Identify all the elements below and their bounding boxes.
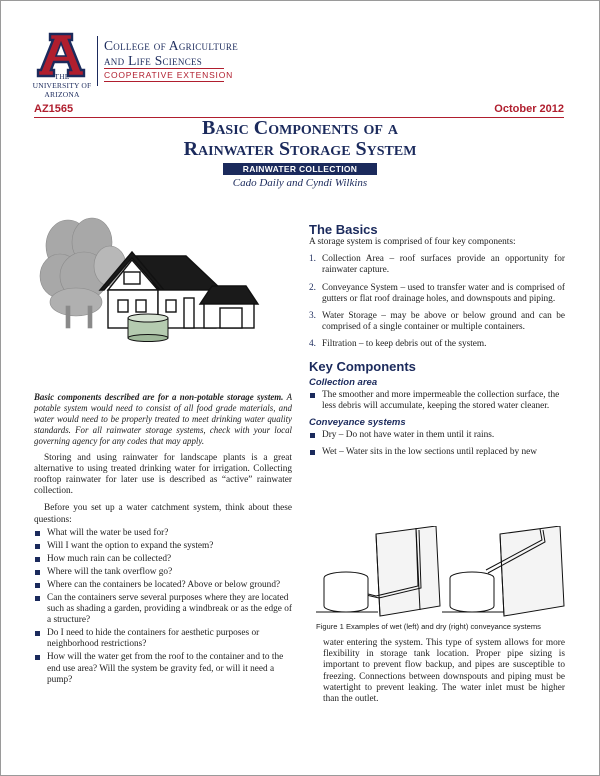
- university-name: THE UNIVERSITY OF ARIZONA: [32, 72, 92, 99]
- college-line-1: College of Agriculture: [104, 38, 239, 53]
- item-text: Water Storage – may be above or below ground and can be comprised of a single container or multiple containers.: [322, 311, 565, 333]
- house-icon: [100, 252, 258, 328]
- continuation-paragraph: water entering the system. This type of system allows for more flexibility in storage tank location. Proper pipe sizing is important to prevent flow backup, and pipes are susceptible to freezing. Connections between downspouts and piping must be watertight to prevent leaking. The water inlet must be higher than the outlet.: [323, 638, 565, 705]
- conveyance-list: [309, 430, 565, 458]
- page-title: [100, 118, 500, 160]
- list-item: Do I need to hide the containers for aesthetic purposes or neighborhood restrictions?: [34, 628, 292, 650]
- right-column: [309, 222, 565, 458]
- list-item: [309, 311, 565, 333]
- water-tank-icon: [128, 314, 168, 342]
- cooperative-extension: COOPERATIVE EXTENSION: [104, 70, 234, 80]
- body-paragraph-1: Storing and using rainwater for landscape plants is a great alternative to using treated drinking water for irrigation. Collecting rooftop rainwater for later use is described as “active” rainwater collection.: [34, 452, 292, 497]
- list-item: Where can the containers be located? Above or below ground?: [34, 580, 292, 591]
- intro-rest: A potable system would need to consist of all food grade materials, and water would need to be properly treated to meet drinking water quality standards. For all rainwater storage systems, check with your local governing agency for any codes that may apply.: [34, 392, 292, 446]
- publication-number: AZ1565: [34, 103, 74, 115]
- right-column-continued: [323, 638, 565, 705]
- topic-banner: RAINWATER COLLECTION: [223, 163, 377, 175]
- wet-conveyance-icon: [316, 526, 440, 616]
- list-item: Dry – Do not have water in them until it rains.: [309, 430, 565, 441]
- title-line-2: Rainwater Storage System: [183, 138, 417, 160]
- body-paragraph-2: Before you set up a water catchment system, think about these questions:: [34, 503, 292, 525]
- list-item: Will I want the option to expand the system?: [34, 541, 292, 552]
- collection-list: [309, 390, 565, 412]
- extension-rule-bottom: [104, 81, 224, 82]
- basics-heading: The Basics: [309, 222, 378, 237]
- list-item: [309, 254, 565, 276]
- house-with-tank-illustration: [36, 206, 276, 346]
- item-text: Filtration – to keep debris out of the system.: [322, 339, 487, 350]
- list-item: Where will the tank overflow go?: [34, 567, 292, 578]
- list-item: [309, 283, 565, 305]
- figure-caption: Figure 1 Examples of wet (left) and dry (right) conveyance systems: [316, 622, 541, 631]
- list-item: [309, 339, 565, 350]
- conveyance-heading: Conveyance systems: [309, 417, 406, 429]
- item-text: Collection Area – roof surfaces provide an opportunity for rainwater capture.: [322, 254, 565, 276]
- list-item: How will the water get from the roof to the container and to the end use area? Will the system be gravity fed, or will it need a pump?: [34, 652, 292, 686]
- list-item: The smoother and more impermeable the collection surface, the less debris will accumulate, keeping the stored water cleaner.: [309, 390, 565, 412]
- left-column: [34, 392, 292, 686]
- college-name: [104, 38, 238, 68]
- list-item: What will the water be used for?: [34, 528, 292, 539]
- list-item: How much rain can be collected?: [34, 554, 292, 565]
- key-components-heading: Key Components: [309, 358, 416, 374]
- item-number: 2.: [309, 282, 316, 293]
- intro-paragraph: [34, 392, 292, 447]
- college-line-2: and Life Sciences: [104, 53, 203, 68]
- authors: Cado Daily and Cyndi Wilkins: [232, 177, 368, 189]
- item-number: 1.: [309, 254, 316, 265]
- publication-date: October 2012: [494, 103, 564, 115]
- basics-intro: A storage system is comprised of four key components:: [309, 237, 516, 247]
- title-line-1: Basic Components of a: [201, 117, 399, 139]
- dry-conveyance-icon: [442, 526, 564, 616]
- header-divider: [97, 36, 98, 86]
- collection-area-heading: Collection area: [309, 376, 378, 388]
- item-number: 4.: [309, 339, 316, 350]
- questions-list: [34, 528, 292, 686]
- list-item: Can the containers serve several purposes where they are located such as shading a garden, providing a windbreak or as the edge of a structure?: [34, 593, 292, 627]
- item-text: Conveyance System – used to transfer water and is comprised of gutters or flat roof drainage holes, and downspouts and piping.: [322, 282, 565, 304]
- item-number: 3.: [309, 311, 316, 322]
- arizona-a-logo-icon: [38, 34, 84, 76]
- conveyance-figure: [316, 526, 566, 620]
- list-item: Wet – Water sits in the low sections until replaced by new: [309, 447, 565, 458]
- intro-bold: Basic components described are for a non-potable storage system.: [34, 392, 284, 402]
- basics-list: [309, 254, 565, 350]
